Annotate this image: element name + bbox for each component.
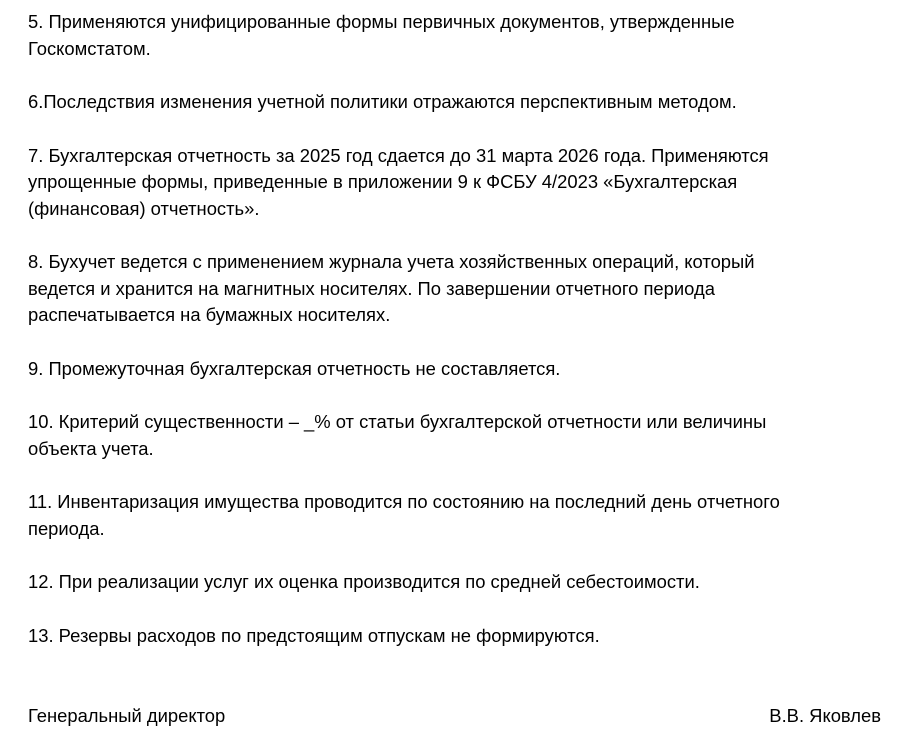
line: распечатывается на бумажных носителях. [28,304,391,325]
line: 11. Инвентаризация имущества проводится по состоянию на последний день отчетного [28,491,780,512]
line: периода. [28,517,105,539]
line: (финансовая) отчетность». [28,197,260,219]
line: упрощенные формы, приведенные в приложении 9 к ФСБУ 4/2023 «Бухгалтерская [28,171,738,192]
line: 5. Применяются унифицированные формы первичных документов, утвержденные [28,11,735,32]
signatory-position: Генеральный директор [28,705,226,726]
paragraph-7 [28,143,868,223]
paragraph-6 [28,89,868,116]
signatory-name: В.В. Яковлев [769,705,881,726]
line: 6.Последствия изменения учетной политики отражаются перспективным методом. [28,91,737,112]
line: 12. При реализации услуг их оценка производится по средней себестоимости. [28,571,700,592]
paragraph-5 [28,9,868,62]
document-body [28,9,868,676]
paragraph-8 [28,249,868,329]
line: 10. Критерий существенности – _% от статьи бухгалтерской отчетности или величины [28,411,767,432]
paragraph-13 [28,623,868,650]
line: ведется и хранится на магнитных носителях. По завершении отчетного периода [28,277,715,299]
paragraph-11 [28,489,868,542]
line: Госкомстатом. [28,37,151,59]
paragraph-12 [28,569,868,596]
paragraph-10 [28,409,868,462]
line: 8. Бухучет ведется с применением журнала учета хозяйственных операций, который [28,251,755,272]
line: 7. Бухгалтерская отчетность за 2025 год сдается до 31 марта 2026 года. Применяются [28,144,769,166]
line: 13. Резервы расходов по предстоящим отпускам не формируются. [28,624,600,646]
paragraph-9 [28,356,868,383]
line: объекта учета. [28,437,154,459]
signature-block [28,703,881,730]
line: 9. Промежуточная бухгалтерская отчетность не составляется. [28,357,561,379]
